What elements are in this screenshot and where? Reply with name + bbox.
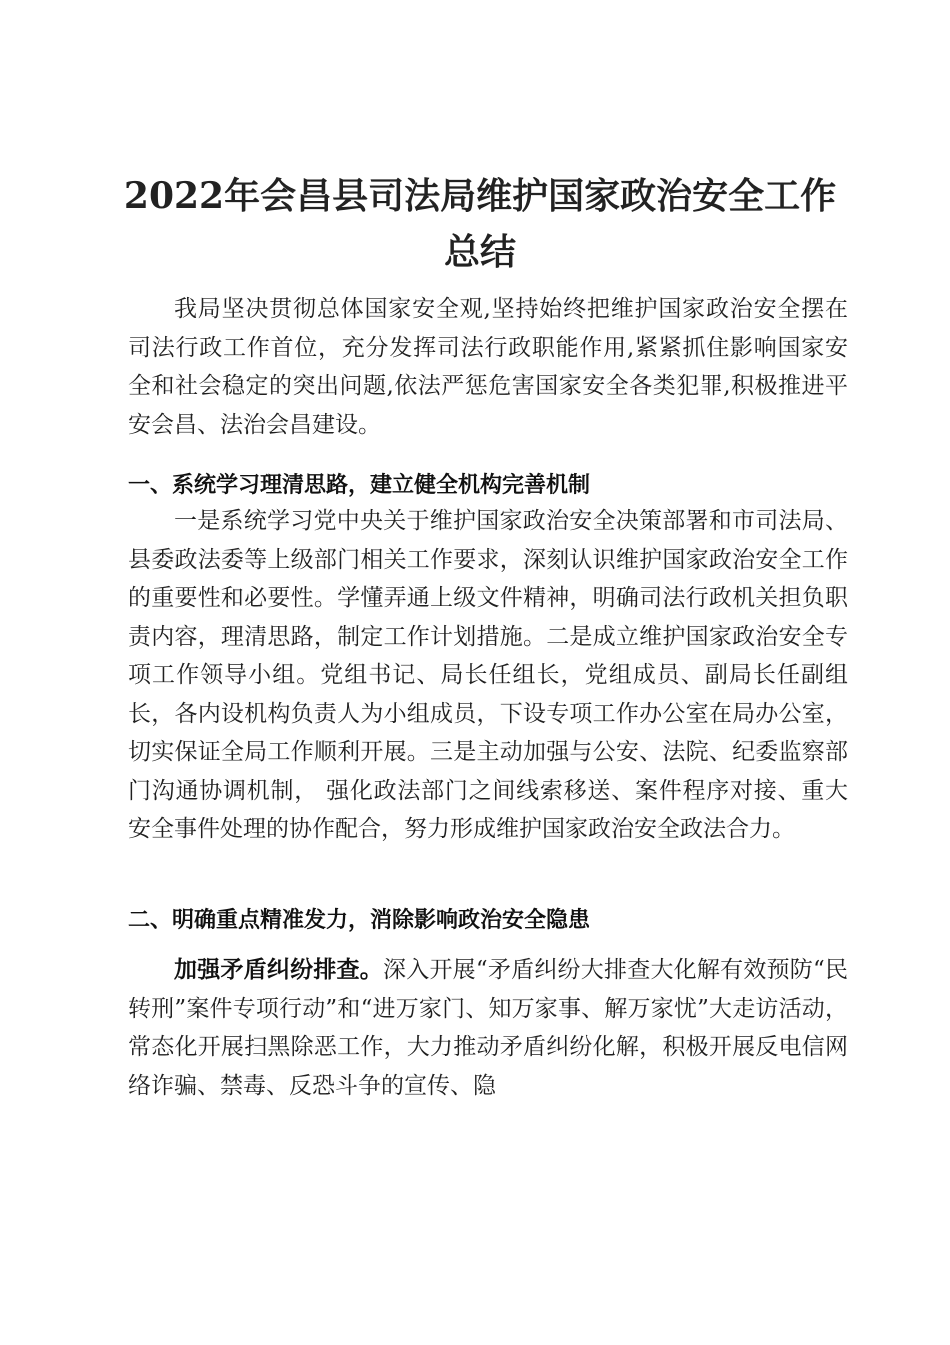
section-1-heading: 一、系统学习理清思路，建立健全机构完善机制 (128, 473, 591, 498)
section-2-lead: 加强矛盾纠纷排查。 (174, 957, 384, 983)
section-2-heading: 二、明确重点精准发力，消除影响政治安全隐患 (128, 908, 591, 933)
section-1-paragraph: 一是系统学习党中央关于维护国家政治安全决策部署和市司法局、县委政法委等上级部门相关工作要求，深刻认识维护国家政治安全工作的重要性和必要性。学懂弄通上级文件精神，明确司法行政机关担负职责内容，理清思路，制定工作计划措施。二是成立维护国家政治安全专项工作领导小组。党组书记、局长任组长，党组成员、副局长任副组长，各内设机构负责人为小组成员，下设专项工作办公室在局办公室，切实保证全局工作顺利开展。三是主动加强与公安、法院、纪委监察部门沟通协调机制， 强化政法部门之间线索移送、案件程序对接、重大安全事件处理的协作配合，努力形成维护国家政治安全政法合力。 (128, 508, 848, 842)
document-title: 2022年会昌县司法局维护国家政治安全工作总结 (123, 175, 837, 273)
section-2-body: 深入开展“矛盾纠纷大排查大化解有效预防“民转刑”案件专项行动”和“进万家门、知万家事、解万家忧”大走访活动，常态化开展扫黑除恶工作，大力推动矛盾纠纷化解，积极开展反电信网络诈骗、禁毒、反恐斗争的宣传、隐 (128, 957, 848, 1099)
intro-paragraph: 我局坚决贯彻总体国家安全观,坚持始终把维护国家政治安全摆在司法行政工作首位，充分发挥司法行政职能作用,紧紧抓住影响国家安全和社会稳定的突出问题,依法严惩危害国家安全各类犯罪,积极推进平安会昌、法治会昌建设。 (128, 296, 848, 438)
section-2-paragraph (128, 951, 848, 1105)
